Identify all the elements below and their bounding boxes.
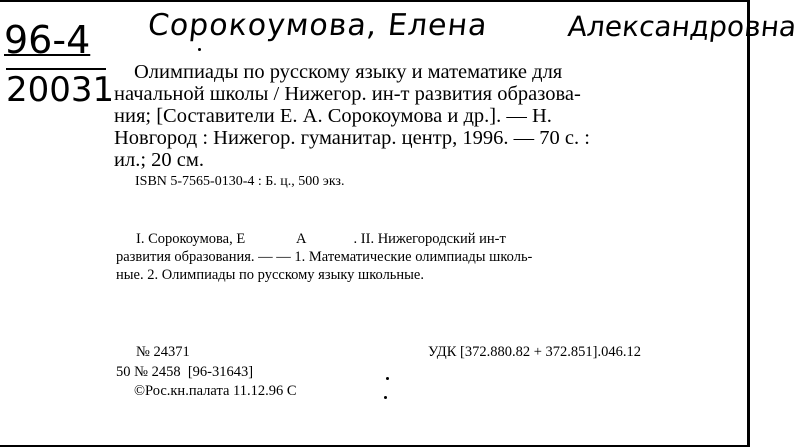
- description-line-3: ния; [Составители Е. А. Сорокоумова и др.]. — Н.: [114, 105, 552, 127]
- registration-number: № 24371: [136, 344, 190, 360]
- card-border-right: [747, 0, 750, 447]
- description-line-5: ил.; 20 см.: [114, 149, 204, 171]
- card-order-number: 50 № 2458 [96-31643]: [116, 364, 254, 380]
- handwritten-shelf-mark: 96-4: [4, 18, 91, 62]
- tracing-line-1: I. Сорокоумова, Е А . II. Нижегородский ин-т: [136, 231, 506, 247]
- speck-mark: [386, 377, 389, 380]
- isbn-line: ISBN 5-7565-0130-4 : Б. ц., 500 экз.: [135, 174, 345, 189]
- handwritten-author-patronymic: Александровна: [566, 10, 798, 43]
- tracing-line-3: ные. 2. Олимпиады по русскому языку школьные.: [116, 267, 424, 283]
- speck-mark: [198, 48, 201, 51]
- udc-classification: УДК [372.880.82 + 372.851].046.12: [428, 344, 641, 360]
- speck-mark: [384, 396, 387, 399]
- description-line-1: Олимпиады по русскому языку и математике для: [134, 61, 563, 83]
- description-line-2: начальной школы / Нижегор. ин-т развития образова-: [114, 83, 581, 105]
- tracing-line-2: развития образования. — — 1. Математические олимпиады школь-: [116, 249, 533, 265]
- handwritten-year-code: 20031: [6, 70, 115, 110]
- handwritten-author: Сорокоумова, Елена: [146, 8, 490, 43]
- card-border-top: [0, 0, 750, 2]
- description-line-4: Новгород : Нижегор. гуманитар. центр, 1996. — 70 с. :: [114, 127, 590, 149]
- copyright-line: ©Рос.кн.палата 11.12.96 С: [134, 383, 297, 399]
